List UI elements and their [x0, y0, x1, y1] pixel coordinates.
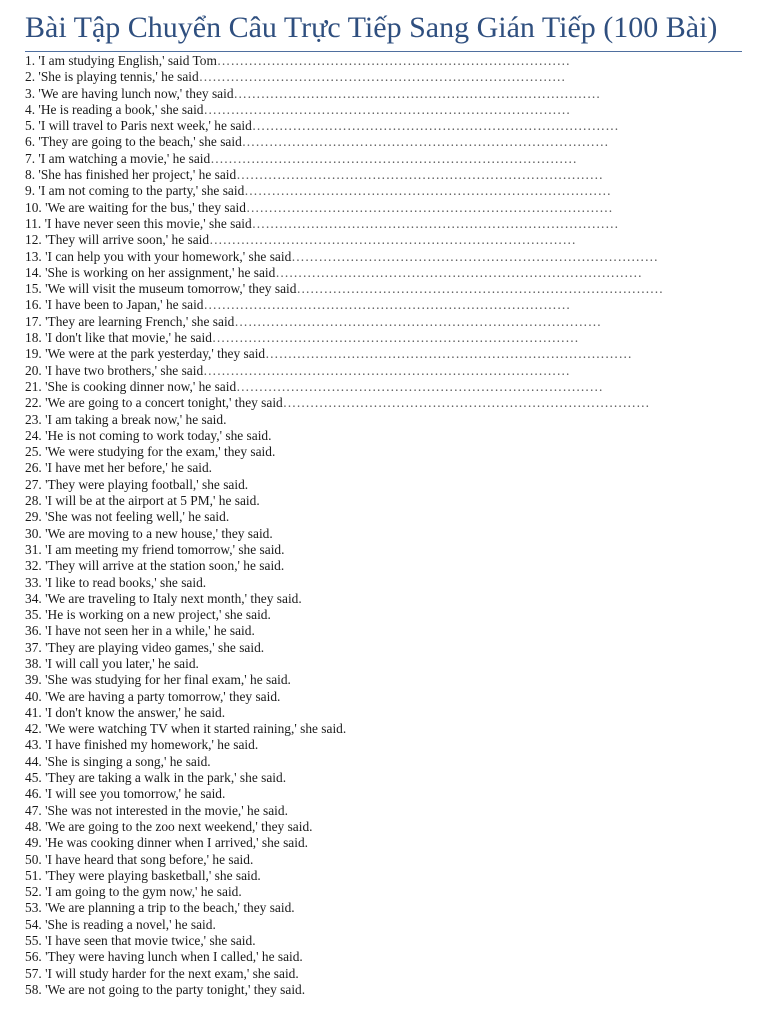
exercise-number: 24. [25, 427, 42, 443]
exercise-sentence: 'I am going to the gym now,' he said. [45, 884, 242, 900]
exercise-sentence: 'She has finished her project,' he said [38, 167, 237, 183]
exercise-number: 37. [25, 639, 42, 655]
exercise-sentence: 'We are planning a trip to the beach,' they said. [45, 900, 295, 916]
exercise-item [25, 69, 745, 85]
answer-blank: ……………………………………………………………………… [291, 248, 659, 264]
exercise-item [25, 297, 745, 313]
exercise-item [25, 884, 745, 900]
exercise-sentence: 'We are going to the zoo next weekend,' they said. [45, 818, 313, 834]
exercise-number: 20. [25, 362, 42, 378]
exercise-number: 48. [25, 818, 42, 834]
exercise-number: 5. [25, 118, 36, 134]
exercise-number: 35. [25, 607, 42, 623]
exercise-sentence: 'We were studying for the exam,' they said. [45, 444, 276, 460]
exercise-number: 52. [25, 884, 42, 900]
exercise-sentence: 'They are going to the beach,' she said [38, 134, 242, 150]
exercise-sentence: 'We were at the park yesterday,' they said [45, 346, 266, 362]
answer-blank: ……………………………………………………………………… [236, 167, 604, 183]
answer-blank: ……………………………………………………………………… [211, 330, 579, 346]
answer-blank: ……………………………………………………………………… [245, 199, 613, 215]
answer-blank: ……………………………………………………………………… [275, 264, 643, 280]
exercise-sentence: 'She is singing a song,' he said. [45, 753, 211, 769]
exercise-number: 40. [25, 688, 42, 704]
exercise-sentence: 'They will arrive soon,' he said [45, 232, 210, 248]
exercise-number: 22. [25, 395, 42, 411]
exercise-item [25, 509, 745, 525]
answer-blank: ……………………………………………………………………… [198, 69, 566, 85]
exercise-item [25, 346, 745, 362]
exercise-item [25, 835, 745, 851]
exercise-item [25, 754, 745, 770]
exercise-number: 7. [25, 150, 36, 166]
exercise-item [25, 868, 745, 884]
exercise-sentence: 'He is working on a new project,' she said. [45, 607, 271, 623]
exercise-item [25, 705, 745, 721]
exercise-number: 27. [25, 476, 42, 492]
exercise-item [25, 428, 745, 444]
exercise-number: 19. [25, 346, 42, 362]
exercise-item [25, 640, 745, 656]
answer-blank: ……………………………………………………………………… [244, 183, 612, 199]
exercise-item [25, 53, 745, 69]
exercise-number: 18. [25, 330, 42, 346]
exercise-sentence: 'We are traveling to Italy next month,' they said. [45, 590, 302, 606]
exercise-item [25, 949, 745, 965]
answer-blank: ……………………………………………………………………… [210, 150, 578, 166]
exercise-sentence: 'She was not interested in the movie,' he said. [45, 802, 288, 818]
exercise-item [25, 656, 745, 672]
exercise-number: 58. [25, 981, 42, 997]
exercise-item [25, 460, 745, 476]
exercise-number: 25. [25, 444, 42, 460]
exercise-sentence: 'They were playing basketball,' she said. [45, 867, 261, 883]
exercise-sentence: 'I have been to Japan,' he said [45, 297, 204, 313]
exercise-item [25, 395, 745, 411]
exercise-item [25, 134, 745, 150]
exercise-sentence: 'She is cooking dinner now,' he said [45, 378, 237, 394]
exercise-number: 31. [25, 541, 42, 557]
exercise-number: 11. [25, 215, 42, 231]
exercise-sentence: 'She is playing tennis,' he said [38, 69, 199, 85]
exercise-sentence: 'I have two brothers,' she said [45, 362, 204, 378]
exercise-number: 36. [25, 623, 42, 639]
exercise-item [25, 249, 745, 265]
exercise-number: 54. [25, 916, 42, 932]
exercise-item [25, 183, 745, 199]
exercise-number: 14. [25, 264, 42, 280]
exercise-item [25, 721, 745, 737]
exercise-item [25, 118, 745, 134]
exercise-sentence: 'I will study harder for the next exam,' she said. [45, 965, 299, 981]
exercise-item [25, 379, 745, 395]
exercise-item [25, 966, 745, 982]
exercise-number: 39. [25, 672, 42, 688]
exercise-item [25, 575, 745, 591]
exercise-item [25, 444, 745, 460]
exercise-item [25, 933, 745, 949]
exercise-item [25, 167, 745, 183]
exercise-sentence: 'I don't know the answer,' he said. [45, 704, 226, 720]
exercise-item [25, 314, 745, 330]
exercise-number: 2. [25, 69, 36, 85]
answer-blank: …………………………………………………………………… [216, 53, 571, 68]
answer-blank: ……………………………………………………………………… [265, 346, 633, 362]
exercise-number: 55. [25, 933, 42, 949]
exercise-number: 16. [25, 297, 42, 313]
exercise-sentence: 'I have heard that song before,' he said. [45, 851, 254, 867]
exercise-item [25, 363, 745, 379]
exercise-item [25, 786, 745, 802]
exercise-item [25, 412, 745, 428]
exercise-sentence: 'I have never seen this movie,' she said [44, 215, 252, 231]
exercise-number: 38. [25, 655, 42, 671]
exercise-sentence: 'They are learning French,' she said [45, 313, 235, 329]
exercise-number: 13. [25, 248, 42, 264]
exercise-number: 49. [25, 835, 42, 851]
exercise-sentence: 'She is reading a novel,' he said. [45, 916, 216, 932]
exercise-item [25, 982, 745, 998]
exercise-number: 32. [25, 558, 42, 574]
exercise-sentence: 'I will be at the airport at 5 PM,' he said. [45, 493, 260, 509]
exercise-item [25, 200, 745, 216]
exercise-item [25, 737, 745, 753]
answer-blank: ……………………………………………………………………… [209, 232, 577, 248]
answer-blank: ……………………………………………………………………… [296, 281, 664, 297]
exercise-sentence: 'We were watching TV when it started raining,' she said. [45, 721, 347, 737]
exercise-sentence: 'I am meeting my friend tomorrow,' she said. [45, 541, 285, 557]
exercise-number: 6. [25, 134, 36, 150]
exercise-number: 26. [25, 460, 42, 476]
exercise-sentence: 'We are waiting for the bus,' they said [45, 199, 246, 215]
exercise-sentence: 'He was cooking dinner when I arrived,' she said. [45, 835, 308, 851]
exercise-item [25, 265, 745, 281]
exercise-item [25, 770, 745, 786]
exercise-number: 43. [25, 737, 42, 753]
exercise-sentence: 'They are playing video games,' she said. [45, 639, 265, 655]
exercise-number: 17. [25, 313, 42, 329]
exercise-sentence: 'I will see you tomorrow,' he said. [45, 786, 226, 802]
exercise-list [25, 53, 745, 998]
exercise-number: 57. [25, 965, 42, 981]
exercise-sentence: 'She was studying for her final exam,' he said. [45, 672, 291, 688]
exercise-item [25, 477, 745, 493]
exercise-number: 42. [25, 721, 42, 737]
exercise-sentence: 'She is working on her assignment,' he said [45, 264, 276, 280]
exercise-sentence: 'I am not coming to the party,' she said [38, 183, 245, 199]
exercise-sentence: 'I am taking a break now,' he said. [45, 411, 227, 427]
exercise-sentence: 'We are going to a concert tonight,' they said [45, 395, 283, 411]
exercise-item [25, 900, 745, 916]
exercise-number: 47. [25, 802, 42, 818]
exercise-sentence: 'We are having a party tomorrow,' they said. [45, 688, 281, 704]
exercise-number: 3. [25, 85, 36, 101]
exercise-sentence: 'They are taking a walk in the park,' she said. [45, 770, 287, 786]
exercise-sentence: 'We are not going to the party tonight,' they said. [45, 981, 306, 997]
exercise-item [25, 542, 745, 558]
exercise-item [25, 591, 745, 607]
exercise-item [25, 232, 745, 248]
exercise-number: 45. [25, 770, 42, 786]
exercise-sentence: 'We will visit the museum tomorrow,' they said [45, 281, 297, 297]
exercise-item [25, 672, 745, 688]
exercise-item [25, 281, 745, 297]
exercise-sentence: 'I can help you with your homework,' she said [45, 248, 292, 264]
exercise-sentence: 'We are having lunch now,' they said [38, 85, 234, 101]
exercise-item [25, 102, 745, 118]
exercise-sentence: 'I have finished my homework,' he said. [45, 737, 259, 753]
exercise-sentence: 'I am watching a movie,' he said [38, 150, 211, 166]
exercise-sentence: 'I will call you later,' he said. [45, 655, 199, 671]
exercise-number: 44. [25, 753, 42, 769]
exercise-number: 10. [25, 199, 42, 215]
exercise-number: 9. [25, 183, 36, 199]
exercise-item [25, 526, 745, 542]
exercise-number: 53. [25, 900, 42, 916]
exercise-number: 8. [25, 167, 36, 183]
exercise-sentence: 'I don't like that movie,' he said [45, 330, 212, 346]
answer-blank: ……………………………………………………………………… [203, 101, 571, 117]
exercise-number: 46. [25, 786, 42, 802]
exercise-sentence: 'I have seen that movie twice,' she said. [45, 933, 256, 949]
exercise-number: 1. [25, 53, 36, 68]
exercise-item [25, 917, 745, 933]
exercise-number: 51. [25, 867, 42, 883]
exercise-number: 21. [25, 378, 42, 394]
exercise-sentence: 'He is not coming to work today,' she said. [45, 427, 272, 443]
exercise-number: 12. [25, 232, 42, 248]
exercise-item [25, 86, 745, 102]
answer-blank: ……………………………………………………………………… [241, 134, 609, 150]
exercise-sentence: 'I have met her before,' he said. [45, 460, 213, 476]
exercise-number: 28. [25, 493, 42, 509]
exercise-sentence: 'I have not seen her in a while,' he said. [45, 623, 255, 639]
exercise-number: 33. [25, 574, 42, 590]
exercise-item [25, 151, 745, 167]
exercise-number: 15. [25, 281, 42, 297]
answer-blank: ……………………………………………………………………… [236, 378, 604, 394]
exercise-number: 50. [25, 851, 42, 867]
answer-blank: ……………………………………………………………………… [234, 313, 602, 329]
page-title: Bài Tập Chuyển Câu Trực Tiếp Sang Gián Tiếp (100 Bài) [25, 11, 718, 44]
exercise-item [25, 493, 745, 509]
answer-blank: ……………………………………………………………………… [233, 85, 601, 101]
exercise-item [25, 852, 745, 868]
exercise-sentence: 'I like to read books,' she said. [45, 574, 207, 590]
answer-blank: ……………………………………………………………………… [251, 215, 619, 231]
exercise-number: 56. [25, 949, 42, 965]
exercise-sentence: 'He is reading a book,' she said [38, 101, 204, 117]
exercise-number: 29. [25, 509, 42, 525]
exercise-number: 4. [25, 101, 36, 117]
exercise-sentence: 'I will travel to Paris next week,' he said [38, 118, 252, 134]
exercise-item [25, 623, 745, 639]
exercise-sentence: 'They were having lunch when I called,' he said. [45, 949, 303, 965]
answer-blank: ……………………………………………………………………… [251, 118, 619, 134]
answer-blank: ……………………………………………………………………… [203, 297, 571, 313]
exercise-number: 41. [25, 704, 42, 720]
answer-blank: ……………………………………………………………………… [282, 395, 650, 411]
exercise-item [25, 803, 745, 819]
exercise-sentence: 'We are moving to a new house,' they said. [45, 525, 273, 541]
exercise-item [25, 819, 745, 835]
exercise-item [25, 330, 745, 346]
exercise-number: 23. [25, 411, 42, 427]
exercise-item [25, 607, 745, 623]
title-underline [25, 51, 742, 52]
exercise-item [25, 216, 745, 232]
exercise-number: 30. [25, 525, 42, 541]
exercise-sentence: 'I am studying English,' said Tom [38, 53, 217, 68]
exercise-item [25, 558, 745, 574]
answer-blank: ……………………………………………………………………… [203, 362, 571, 378]
exercise-sentence: 'She was not feeling well,' he said. [45, 509, 230, 525]
exercise-sentence: 'They will arrive at the station soon,' he said. [45, 558, 285, 574]
exercise-item [25, 689, 745, 705]
exercise-sentence: 'They were playing football,' she said. [45, 476, 249, 492]
exercise-number: 34. [25, 590, 42, 606]
